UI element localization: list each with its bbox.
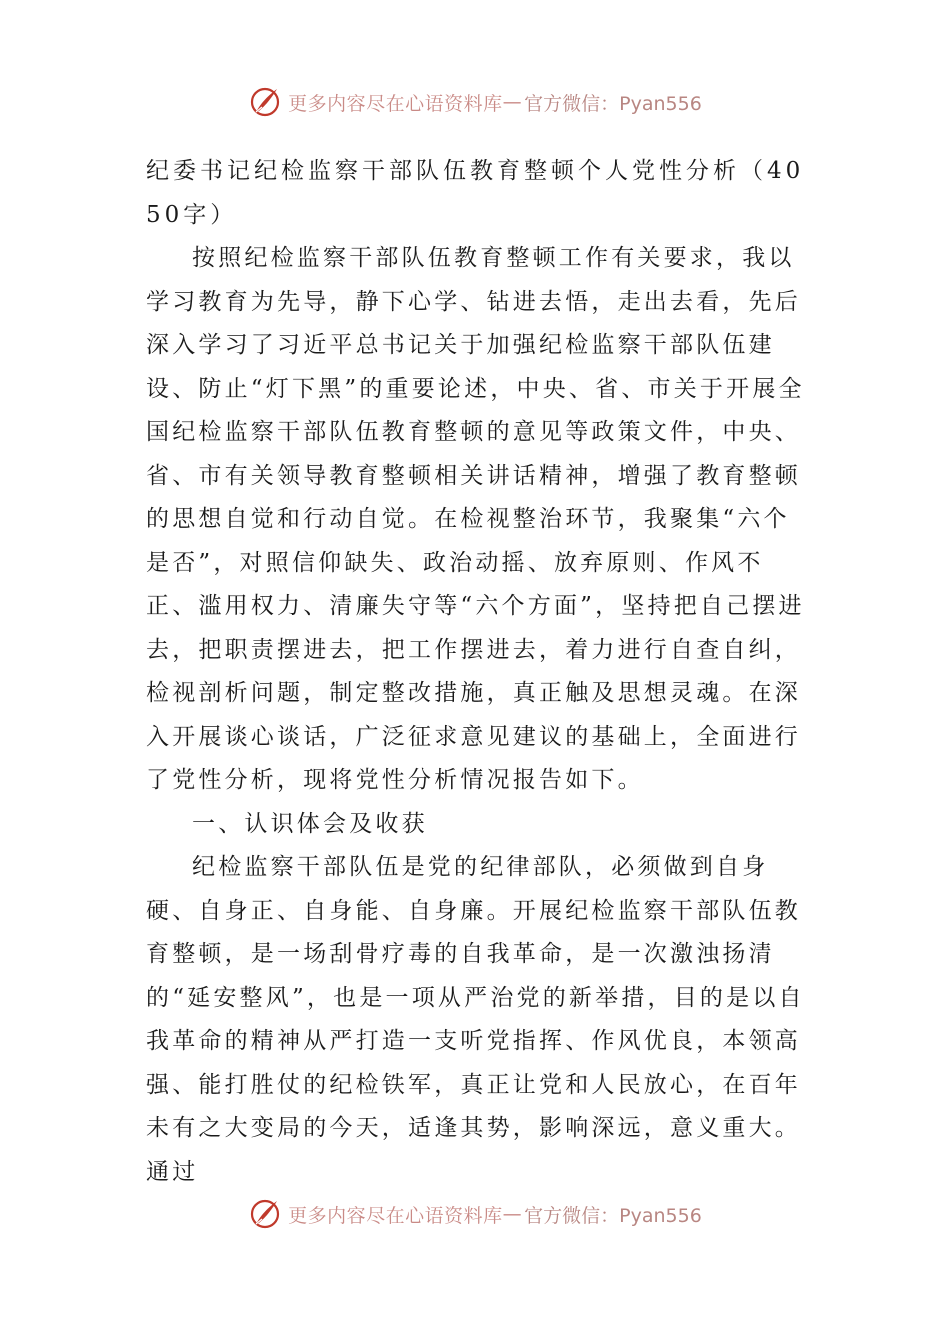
section-heading: 一、认识体会及收获 [192, 810, 428, 837]
quill-logo-icon [248, 85, 282, 119]
banner-dash: — [502, 1203, 523, 1225]
banner-contact-text: 官方微信：Pyan556 [524, 92, 702, 115]
quill-logo-icon [248, 1197, 282, 1231]
section-paragraph: 纪检监察干部队伍是党的纪律部队，必须做到自身硬、自身正、自身能、自身廉。开展纪检监察干部队伍教育整顿，是一场刮骨疗毒的自我革命，是一次激浊扬清的“延安整风”，也是一项从严治党的新举措，目的是以自我革命的精神从严打造一支听党指挥、作风优良，本领高强、能打胜仗的纪检铁军，真正让党和人民放心，在百年未有之大变局的今天，适逢其势，影响深远，意义重大。通过 [146, 854, 805, 1185]
document-body [146, 150, 808, 1194]
banner-dash: — [502, 91, 523, 113]
intro-paragraph: 按照纪检监察干部队伍教育整顿工作有关要求，我以学习教育为先导，静下心学、钻进去悟，走出去看，先后深入学习了习近平总书记关于加强纪检监察干部队伍建设、防止“灯下黑”的重要论述，中央、省、市关于开展全国纪检监察干部队伍教育整顿的意见等政策文件，中央、省、市有关领导教育整顿相关讲话精神，增强了教育整顿的思想自觉和行动自觉。在检视整治环节，我聚集“六个是否”，对照信仰缺失、政治动摇、放弃原则、作风不正、滥用权力、清廉失守等“六个方面”，坚持把自己摆进去，把职责摆进去，把工作摆进去，着力进行自查自纠，检视剖析问题，制定整改措施，真正触及思想灵魂。在深入开展谈心谈话，广泛征求意见建议的基础上，全面进行了党性分析，现将党性分析情况报告如下。 [146, 245, 805, 793]
watermark-banner-bottom [0, 1192, 950, 1236]
document-title: 纪委书记纪检监察干部队伍教育整顿个人党性分析（4050字） [146, 158, 805, 228]
banner-brand-text: 更多内容尽在心语资料库 [288, 92, 503, 115]
banner-contact-text: 官方微信：Pyan556 [524, 1204, 702, 1227]
banner-brand-text: 更多内容尽在心语资料库 [288, 1204, 503, 1227]
watermark-banner-top [0, 80, 950, 124]
